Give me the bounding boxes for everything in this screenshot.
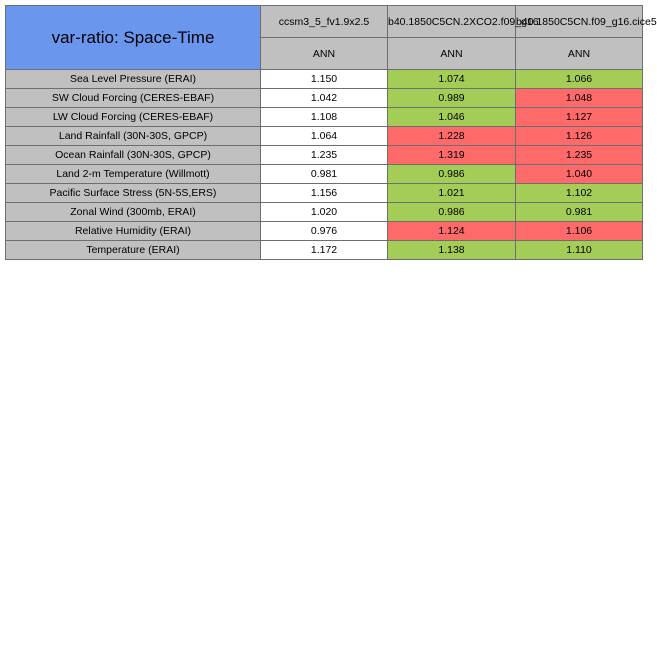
value-cell: 1.235	[261, 146, 388, 165]
row-label: Pacific Surface Stress (5N-5S,ERS)	[6, 184, 261, 203]
table-row	[6, 241, 643, 260]
value-cell: 1.124	[388, 222, 516, 241]
value-cell: 1.106	[516, 222, 643, 241]
value-cell: 1.110	[516, 241, 643, 260]
value-cell: 1.046	[388, 108, 516, 127]
table-row	[6, 70, 643, 89]
row-label: LW Cloud Forcing (CERES-EBAF)	[6, 108, 261, 127]
value-cell: 1.138	[388, 241, 516, 260]
value-cell: 0.989	[388, 89, 516, 108]
table-row	[6, 165, 643, 184]
table-row	[6, 203, 643, 222]
value-cell: 0.981	[516, 203, 643, 222]
row-label: Land Rainfall (30N-30S, GPCP)	[6, 127, 261, 146]
var-ratio-table	[5, 5, 657, 260]
column-header-season-3: ANN	[516, 38, 643, 70]
value-cell: 1.127	[516, 108, 643, 127]
table-row	[6, 184, 643, 203]
value-cell: 1.020	[261, 203, 388, 222]
row-label: Land 2-m Temperature (Willmott)	[6, 165, 261, 184]
value-cell: 0.976	[261, 222, 388, 241]
value-cell: 1.048	[516, 89, 643, 108]
value-cell: 1.228	[388, 127, 516, 146]
table-row	[6, 89, 643, 108]
value-cell: 1.172	[261, 241, 388, 260]
value-cell: 1.108	[261, 108, 388, 127]
value-cell: 1.126	[516, 127, 643, 146]
value-cell: 1.040	[516, 165, 643, 184]
row-label: Ocean Rainfall (30N-30S, GPCP)	[6, 146, 261, 165]
column-header-case-3: b40.1850C5CN.f09_g16.cice5	[516, 6, 643, 38]
row-label: Zonal Wind (300mb, ERAI)	[6, 203, 261, 222]
column-header-season-2: ANN	[388, 38, 516, 70]
value-cell: 0.986	[388, 203, 516, 222]
value-cell: 1.074	[388, 70, 516, 89]
table-title: var-ratio: Space-Time	[6, 6, 261, 70]
table-row	[6, 222, 643, 241]
row-label: Sea Level Pressure (ERAI)	[6, 70, 261, 89]
value-cell: 1.156	[261, 184, 388, 203]
row-label: Temperature (ERAI)	[6, 241, 261, 260]
value-cell: 1.102	[516, 184, 643, 203]
value-cell: 1.066	[516, 70, 643, 89]
value-cell: 1.042	[261, 89, 388, 108]
column-header-case-2: b40.1850C5CN.2XCO2.f09_g16	[388, 6, 516, 38]
table-row	[6, 108, 643, 127]
column-header-season-1: ANN	[261, 38, 388, 70]
row-label: Relative Humidity (ERAI)	[6, 222, 261, 241]
value-cell: 0.981	[261, 165, 388, 184]
column-header-case-1: ccsm3_5_fv1.9x2.5	[261, 6, 388, 38]
table-row	[6, 127, 643, 146]
header-row-cases	[6, 6, 643, 38]
value-cell: 1.319	[388, 146, 516, 165]
value-cell: 0.986	[388, 165, 516, 184]
value-cell: 1.150	[261, 70, 388, 89]
row-label: SW Cloud Forcing (CERES-EBAF)	[6, 89, 261, 108]
value-cell: 1.235	[516, 146, 643, 165]
value-cell: 1.021	[388, 184, 516, 203]
value-cell: 1.064	[261, 127, 388, 146]
table-row	[6, 146, 643, 165]
